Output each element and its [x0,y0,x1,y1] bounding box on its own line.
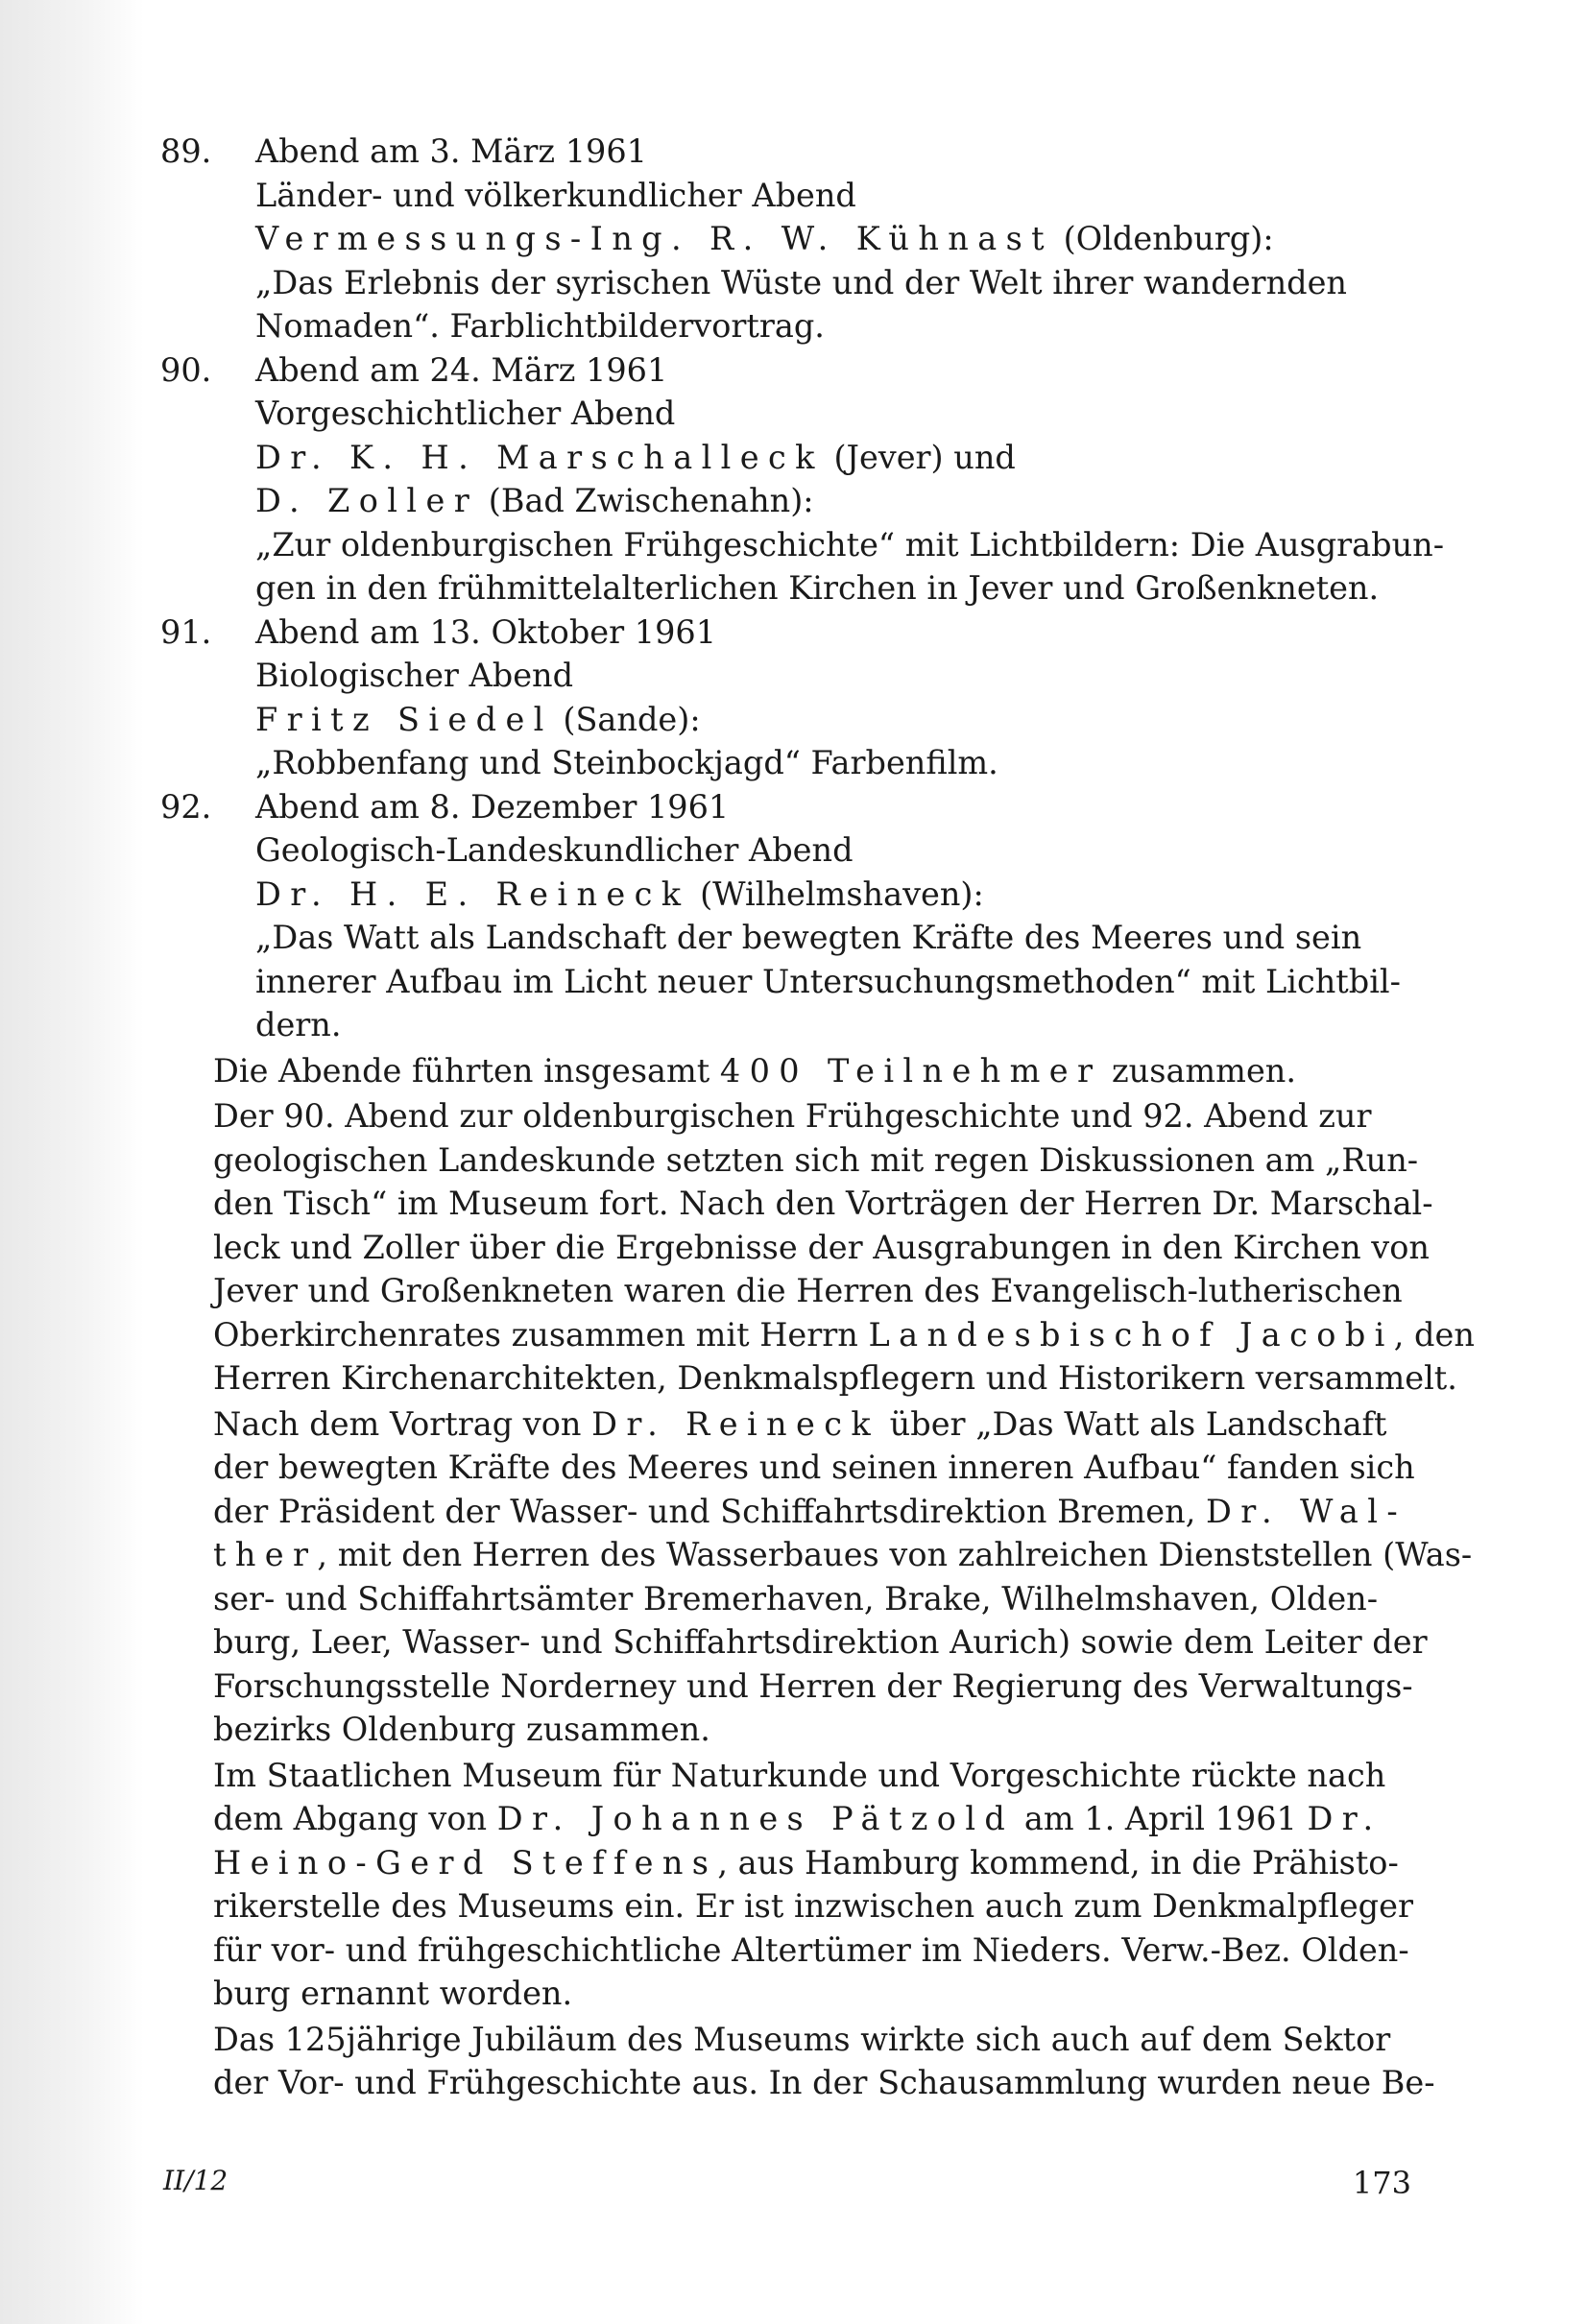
person-name: Heino-Gerd Steffens [213,1843,718,1881]
entry-topic: Biologischer Abend [255,657,574,694]
speaker-place: (Bad Zwischenahn): [478,482,814,519]
entry-topic: Geologisch-Landeskundlicher Abend [255,831,854,869]
person-name: ther [213,1536,318,1573]
paragraph-text: , aus Hamburg kommend, in die Prähisto- [717,1843,1399,1881]
paragraph-text: am 1. April 1961 [1014,1800,1308,1837]
attendance-count: 400 Teilnehmer [719,1051,1102,1090]
paragraph-text: der Präsident der Wasser- und Schiffahrtsdirektion Bremen, [213,1492,1206,1530]
entry-talk-line: dern. [255,1006,342,1043]
entry-talk-line: „Das Watt als Landschaft der bewegten Kräfte des Meeres und sein [255,919,1362,956]
paragraph-line [213,1841,1413,1885]
paragraph-line [213,1313,1475,1357]
person-name: Dr. [1307,1800,1383,1837]
speaker-place: (Jever) und [823,438,1016,476]
paragraph-line: Im Staatlichen Museum für Naturkunde und Vorgeschichte rückte nach [213,1756,1386,1794]
entry-number: 90. [160,350,212,389]
reineck-paragraph [213,1402,1473,1752]
entry-speaker [255,436,1413,480]
paragraph-line [213,1490,1413,1534]
entry-number: 92. [160,787,212,826]
paragraph-line: der bewegten Kräfte des Meeres und seinen inneren Aufbau“ fanden sich [213,1449,1415,1486]
museum-staff-paragraph [213,1754,1413,2016]
entry-speaker [255,479,1413,523]
paragraph-text: über „Das Watt als Landschaft [879,1404,1387,1443]
paragraph-line [213,1797,1413,1841]
entry-speaker [255,873,1413,917]
paragraph-line: ser- und Schiffahrtsämter Bremerhaven, Brake, Wilhelmshaven, Olden- [213,1579,1379,1617]
speaker-place: (Sande): [552,700,701,738]
speaker-place: (Wilhelmshaven): [689,874,984,913]
speaker-name: D. Zoller [255,482,479,519]
speaker-name: Dr. H. E. Reineck [255,874,690,913]
entry-91 [160,611,1413,785]
person-name: Landesbischof Jacobi [868,1315,1394,1354]
entry-talk-line: „Das Erlebnis der syrischen Wüste und der Welt ihrer wandernden [255,263,1347,301]
paragraph-line: den Tisch“ im Museum fort. Nach den Vorträgen der Herren Dr. Marschal- [213,1185,1433,1222]
entry-talk-line: „Robbenfang und Steinbockjagd“ Farbenfilm. [255,744,998,781]
entry-date: Abend am 13. Oktober 1961 [255,612,717,651]
jubilee-paragraph [213,2018,1435,2105]
entry-date: Abend am 3. März 1961 [255,132,647,170]
entry-92 [160,785,1413,1047]
entry-date: Abend am 8. Dezember 1961 [255,787,730,826]
paragraph-line: für vor- und frühgeschichtliche Altertümer im Nieders. Verw.-Bez. Olden- [213,1930,1409,1969]
paragraph-line: burg ernannt worden. [213,1975,573,2012]
summary-paragraph [213,1049,1413,1093]
entry-number: 91. [160,612,212,651]
paragraph-line: burg, Leer, Wasser- und Schiffahrtsdirektion Aurich) sowie dem Leiter der [213,1623,1428,1661]
entry-speaker [255,217,1413,261]
paragraph-line: Forschungsstelle Norderney und Herren der Regierung des Verwaltungs- [213,1666,1413,1705]
entry-talk-line: innerer Aufbau im Licht neuer Untersuchungsmethoden“ mit Lichtbil- [255,962,1401,1000]
paragraph-line: rikerstelle des Museums ein. Er ist inzwischen auch zum Denkmalpfleger [213,1887,1413,1925]
paragraph-text: , den [1393,1315,1475,1354]
speaker-name: Dr. K. H. Marschalleck [255,438,824,476]
speaker-place: (Oldenburg): [1053,220,1274,257]
entry-talk-line: „Zur oldenburgischen Frühgeschichte“ mit Lichtbildern: Die Ausgrabun- [255,525,1445,563]
entry-topic: Vorgeschichtlicher Abend [255,395,676,432]
person-name: Dr. Johannes Pätzold [496,1800,1015,1837]
person-name: Dr. Wal- [1206,1492,1407,1530]
discussion-paragraph [213,1094,1475,1401]
paragraph-text: , mit den Herren des Wasserbaues von zahlreichen Dienststellen (Was- [317,1536,1473,1573]
paragraph-line: Jever und Großenkneten waren die Herren des Evangelisch-lutherischen [213,1272,1403,1309]
paragraph-line [213,1533,1473,1577]
speaker-name: Fritz Siedel [255,700,553,738]
scan-gutter-shadow [0,0,144,2324]
entry-90 [160,348,1445,611]
signature-mark: II/12 [163,2165,228,2196]
page-number: 173 [1352,2165,1411,2201]
paragraph-line: geologischen Landeskunde setzten sich mit regen Diskussionen am „Run- [213,1140,1419,1179]
entry-date: Abend am 24. März 1961 [255,350,668,389]
entry-talk-line: Nomaden“. Farblichtbildervortrag. [255,307,825,345]
entry-number: 89. [160,132,212,170]
summary-line [213,1049,1413,1093]
entry-speaker [255,698,1413,742]
entry-89 [160,130,1413,348]
paragraph-line: der Vor- und Frühgeschichte aus. In der Schausammlung wurden neue Be- [213,2064,1435,2101]
paragraph-line [213,1402,1413,1447]
paragraph-text: dem Abgang von [213,1800,497,1837]
person-name: Dr. Reineck [591,1404,880,1443]
paragraph-text: Oberkirchenrates zusammen mit Herrn [213,1315,869,1354]
entry-topic: Länder- und völkerkundlicher Abend [255,176,856,214]
paragraph-line: leck und Zoller über die Ergebnisse der Ausgrabungen in den Kirchen von [213,1228,1430,1266]
entry-talk-line: gen in den frühmittelalterlichen Kirchen in Jever und Großenkneten. [255,569,1380,607]
paragraph-line: Herren Kirchenarchitekten, Denkmalspflegern und Historikern versammelt. [213,1359,1457,1397]
paragraph-line: Das 125jährige Jubiläum des Museums wirkte sich auch auf dem Sektor [213,2020,1391,2058]
summary-text: Die Abende führten insgesamt [213,1051,720,1090]
speaker-name: Vermessungs-Ing. R. W. Kühnast [255,220,1054,257]
paragraph-line: Der 90. Abend zur oldenburgischen Frühgeschichte und 92. Abend zur [213,1097,1372,1135]
page-body [160,130,1475,2105]
paragraph-line: bezirks Oldenburg zusammen. [213,1711,710,1748]
paragraph-text: Nach dem Vortrag von [213,1404,592,1443]
summary-text: zusammen. [1101,1051,1296,1090]
